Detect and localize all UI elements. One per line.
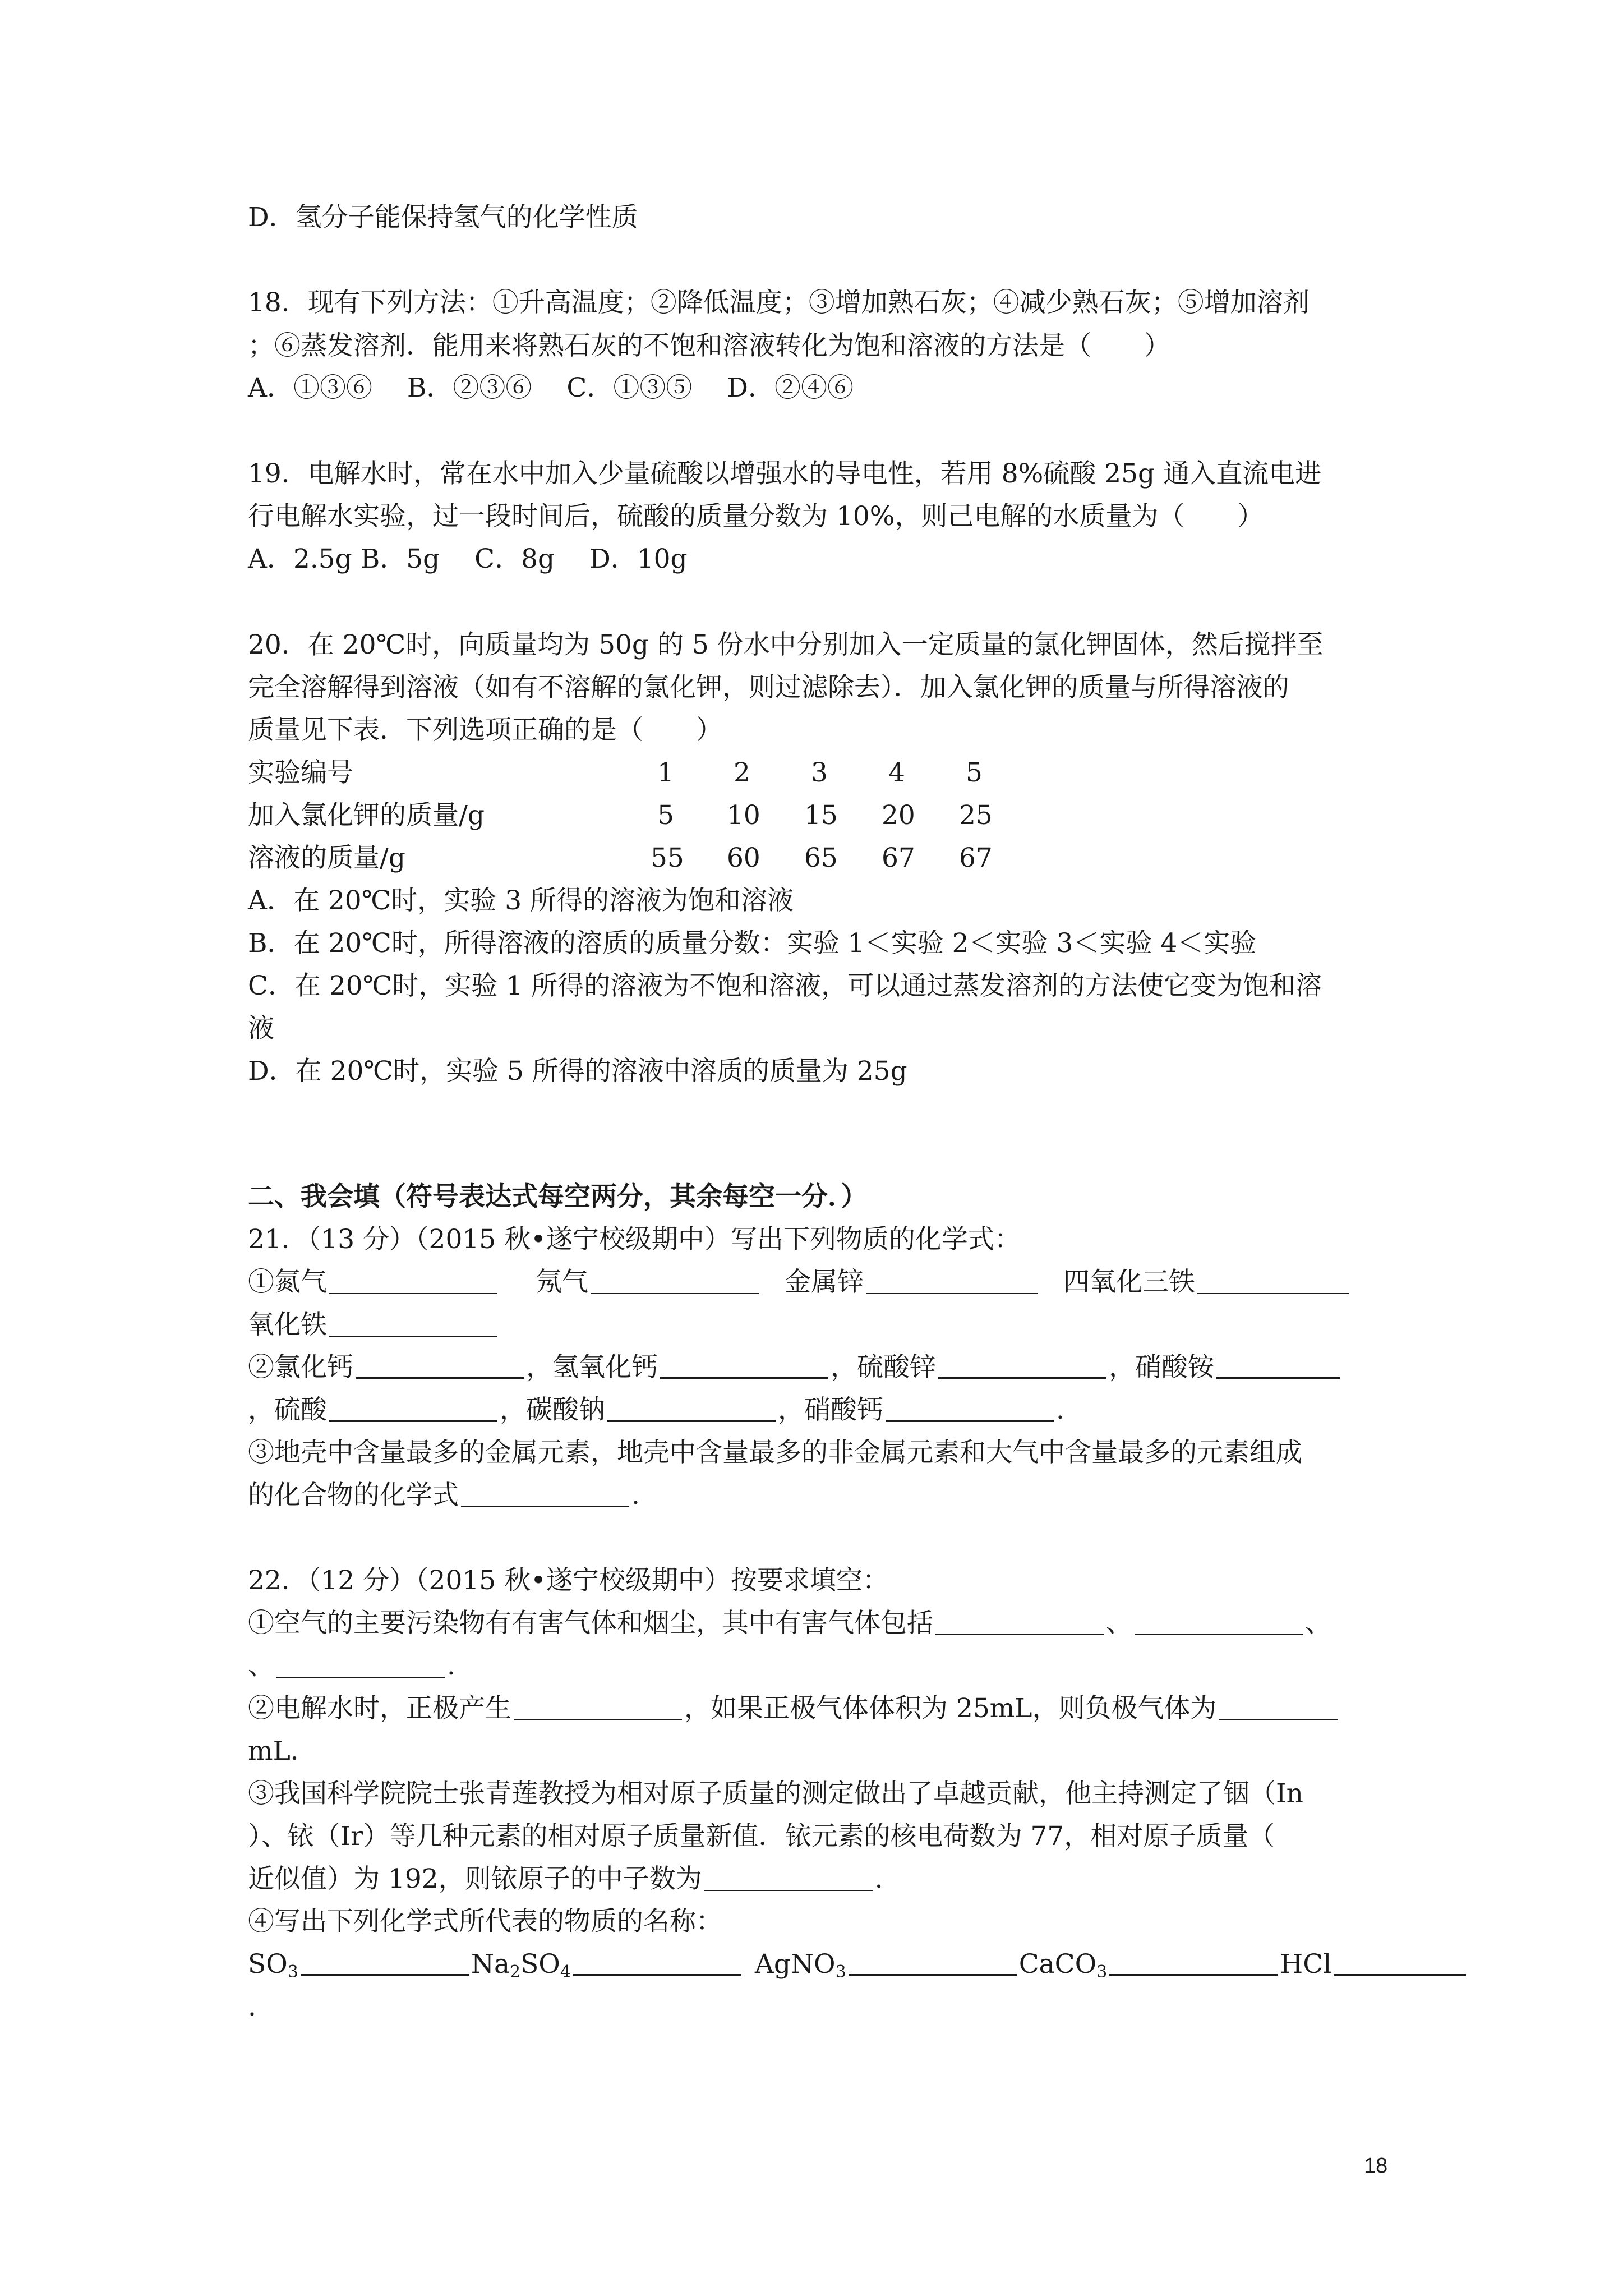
q21-row5: ③地壳中含量最多的金属元素，地壳中含量最多的非金属元素和大气中含量最多的元素组成 — [248, 1437, 1302, 1468]
q22-part3-line2: ）、铱（Ir）等几种元素的相对原子质量新值．铱元素的核电荷数为 77，相对原子质量（ — [248, 1821, 1275, 1852]
answer-blank[interactable] — [514, 1719, 682, 1720]
q17-option-d: D．氢分子能保持氢气的化学性质 — [248, 202, 638, 233]
q21-label: 氧化铁 — [248, 1309, 327, 1340]
table-cell: 67 — [882, 843, 915, 873]
q20-stem-line1: 20．在 20℃时，向质量均为 50g 的 5 份水中分别加入一定质量的氯化钾固体，然后搅拌至 — [248, 629, 1324, 660]
q22-part1 — [248, 1607, 1331, 1640]
page-number: 18 — [1364, 2154, 1388, 2178]
table-row-label: 实验编号 — [248, 757, 353, 788]
q21-label: ，硝酸钙 — [778, 1395, 883, 1425]
answer-blank[interactable] — [886, 1420, 1054, 1422]
q21-label: 的化合物的化学式 — [248, 1480, 459, 1511]
q21-row4 — [248, 1393, 1064, 1427]
answer-blank[interactable] — [1219, 1719, 1338, 1720]
q21-row6 — [248, 1479, 640, 1512]
table-cell: 2 — [734, 757, 750, 788]
q19-options: A．2.5g B．5g C．8g D．10g — [248, 544, 688, 574]
table-cell: 3 — [811, 757, 828, 788]
table-row-label: 溶液的质量/g — [248, 843, 405, 873]
q19-stem-line2: 行电解水实验，过一段时间后，硫酸的质量分数为 10%，则己电解的水质量为（ ） — [248, 501, 1264, 532]
answer-blank[interactable] — [276, 1677, 445, 1678]
q21-label: ，碳酸钠 — [500, 1395, 605, 1425]
answer-blank[interactable] — [329, 1420, 497, 1422]
q18-stem-line2: ；⑥蒸发溶剂．能用来将熟石灰的不饱和溶液转化为饱和溶液的方法是（ ） — [248, 330, 1170, 361]
q20-stem-line2: 完全溶解得到溶液（如有不溶解的氯化钾，则过滤除去）．加入氯化钾的质量与所得溶液的 — [248, 672, 1289, 703]
q18-stem-line1: 18．现有下列方法：①升高温度；②降低温度；③增加熟石灰；④减少熟石灰；⑤增加溶剂 — [248, 287, 1310, 318]
formula-caco3: CaCO$_3$ — [1018, 1949, 1108, 1982]
answer-blank[interactable] — [938, 1377, 1106, 1379]
answer-blank[interactable] — [1109, 1974, 1278, 1976]
table-cell: 1 — [657, 757, 674, 788]
q21-label: ，硫酸锌 — [831, 1352, 936, 1383]
q21-label: ②氯化钙 — [248, 1352, 353, 1383]
q20-stem-line3: 质量见下表．下列选项正确的是（ ） — [248, 715, 722, 746]
answer-blank[interactable] — [935, 1634, 1104, 1635]
q22-header: 22．（12 分）（2015 秋•遂宁校级期中）按要求填空： — [248, 1565, 889, 1596]
table-cell: 15 — [804, 800, 838, 831]
period: . — [447, 1650, 455, 1681]
answer-blank[interactable] — [573, 1974, 741, 1976]
formula-so3: $SO_3$ — [248, 1949, 298, 1982]
q22-part3-line3 — [248, 1862, 883, 1896]
answer-blank[interactable] — [329, 1336, 497, 1337]
answer-blank[interactable] — [660, 1377, 828, 1379]
q20-option-a: A．在 20℃时，实验 3 所得的溶液为饱和溶液 — [248, 885, 794, 916]
q22-label: 近似值）为 192，则铱原子的中子数为 — [248, 1864, 702, 1894]
q21-label: ，硝酸铵 — [1109, 1352, 1214, 1383]
q22-part2 — [248, 1692, 1340, 1726]
table-cell: 67 — [959, 843, 993, 873]
table-cell: 10 — [727, 800, 760, 831]
q20-option-c-line1: C．在 20℃时，实验 1 所得的溶液为不饱和溶液，可以通过蒸发溶剂的方法使它变为饱和溶 — [248, 970, 1322, 1001]
q21-label: ，氢氧化钙 — [526, 1352, 658, 1383]
answer-blank[interactable] — [329, 1293, 497, 1294]
separator: 、 — [1106, 1608, 1132, 1639]
q21-label: ①氮气 — [248, 1267, 327, 1297]
answer-blank[interactable] — [1216, 1377, 1340, 1379]
answer-blank[interactable] — [301, 1974, 469, 1976]
q21-label: ，硫酸 — [248, 1395, 327, 1425]
table-cell: 5 — [966, 757, 983, 788]
q22-end-period: . — [248, 1991, 256, 2022]
table-cell: 5 — [657, 800, 674, 831]
answer-blank[interactable] — [866, 1293, 1038, 1294]
q21-row3 — [248, 1351, 1342, 1384]
q22-part4-formulas — [248, 1948, 1468, 1989]
formula-hcl: HCl — [1280, 1949, 1332, 1980]
q19-stem-line1: 19．电解水时，常在水中加入少量硫酸以增强水的导电性，若用 8%硫酸 25g 通入直流电进 — [248, 458, 1322, 489]
answer-blank[interactable] — [461, 1506, 629, 1507]
q21-label: 氖气 — [536, 1267, 588, 1297]
q20-option-d: D．在 20℃时，实验 5 所得的溶液中溶质的质量为 25g — [248, 1056, 907, 1087]
q22-part4-header: ④写出下列化学式所代表的物质的名称： — [248, 1906, 722, 1937]
separator: 、 — [248, 1650, 274, 1681]
q20-option-b: B．在 20℃时，所得溶液的溶质的质量分数：实验 1＜实验 2＜实验 3＜实验 4＜实验 — [248, 928, 1257, 959]
section-title: 二、我会填（符号表达式每空两分，其余每空一分．） — [248, 1181, 868, 1212]
period: . — [874, 1864, 883, 1894]
answer-blank[interactable] — [849, 1974, 1017, 1976]
formula-agno3: AgNO$_3$ — [754, 1949, 846, 1982]
answer-blank[interactable] — [704, 1890, 873, 1891]
table-cell: 25 — [959, 800, 993, 831]
answer-blank[interactable] — [1197, 1293, 1349, 1294]
answer-blank[interactable] — [591, 1293, 759, 1294]
table-cell: 4 — [888, 757, 905, 788]
q21-row1 — [248, 1266, 1387, 1299]
period: . — [631, 1480, 640, 1511]
q21-row2 — [248, 1308, 500, 1342]
q21-label: 四氧化三铁 — [1063, 1267, 1195, 1297]
answer-blank[interactable] — [607, 1420, 776, 1422]
q22-label: ，如果正极气体体积为 25mL，则负极气体为 — [684, 1693, 1217, 1724]
period: . — [1056, 1395, 1064, 1425]
formula-na2so4: $Na_2SO_4$ — [471, 1949, 571, 1982]
table-row-label: 加入氯化钾的质量/g — [248, 800, 485, 831]
table-cell: 60 — [727, 843, 760, 873]
q22-part3-line1: ③我国科学院院士张青莲教授为相对原子质量的测定做出了卓越贡献，他主持测定了铟（In — [248, 1778, 1303, 1809]
q22-label: ②电解水时，正极产生 — [248, 1693, 511, 1724]
answer-blank[interactable] — [1334, 1974, 1466, 1976]
q22-part2-unit: mL． — [248, 1736, 317, 1766]
q22-label: ①空气的主要污染物有有害气体和烟尘，其中有害气体包括 — [248, 1608, 933, 1639]
table-cell: 55 — [651, 843, 684, 873]
q18-options: A．①③⑥ B．②③⑥ C．①③⑤ D．②④⑥ — [248, 372, 854, 403]
table-cell: 20 — [882, 800, 915, 831]
q21-label: 金属锌 — [785, 1267, 864, 1297]
q22-part1-cont — [248, 1649, 455, 1683]
q20-option-c-line2: 液 — [248, 1013, 274, 1044]
q21-header: 21．（13 分）（2015 秋•遂宁校级期中）写出下列物质的化学式： — [248, 1224, 1021, 1255]
answer-blank[interactable] — [1135, 1634, 1303, 1635]
table-cell: 65 — [804, 843, 838, 873]
answer-blank[interactable] — [356, 1377, 524, 1379]
separator: 、 — [1305, 1608, 1331, 1639]
